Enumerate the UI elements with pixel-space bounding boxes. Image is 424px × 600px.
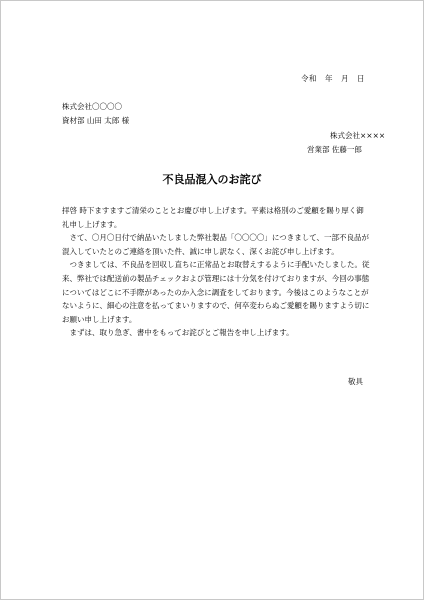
letter-title: 不良品混入のお詫び xyxy=(162,173,262,186)
paragraph-greeting: 拝啓 時下ますますご清栄のこととお慶び申し上げます。平素は格別のご愛顧を賜り厚く御礼申し上げます。 xyxy=(62,206,364,229)
recipient-person: 資材部 山田 太郎 様 xyxy=(62,116,130,125)
letter-date: 令和 年 月 日 xyxy=(301,74,365,83)
letter-body xyxy=(62,204,370,340)
sender-person: 営業部 佐藤一郎 xyxy=(307,145,362,154)
recipient-company: 株式会社〇〇〇〇 xyxy=(62,102,122,111)
paragraph-apology: さて、〇月〇日付で納品いたしました弊社製品「〇〇〇〇」につきまして、一部不良品が混入していたとのご連絡を頂いた件、誠に申し訳なく、深くお詫び申し上げます。 xyxy=(62,233,370,256)
sender-company: 株式会社×××× xyxy=(330,131,386,140)
paragraph-closing-remark: まずは、取り急ぎ、書中をもってお詫びとご報告を申し上げます。 xyxy=(69,328,294,338)
closing-phrase: 敬具 xyxy=(348,377,363,386)
paragraph-measures: つきましては、不良品を回収し直ちに正常品とお取替えするように手配いたしました。従来、弊社では配送前の製品チェックおよび管理には十分気を付けておりますが、今回の事態についてはどこに不手際があったのか入念に調査をしております。今後はこのようなことがないように、細心の注意を払ってまいりますので、何卒変わらぬご愛顧を賜りますよう切にお願い申し上げます。 xyxy=(62,260,370,324)
